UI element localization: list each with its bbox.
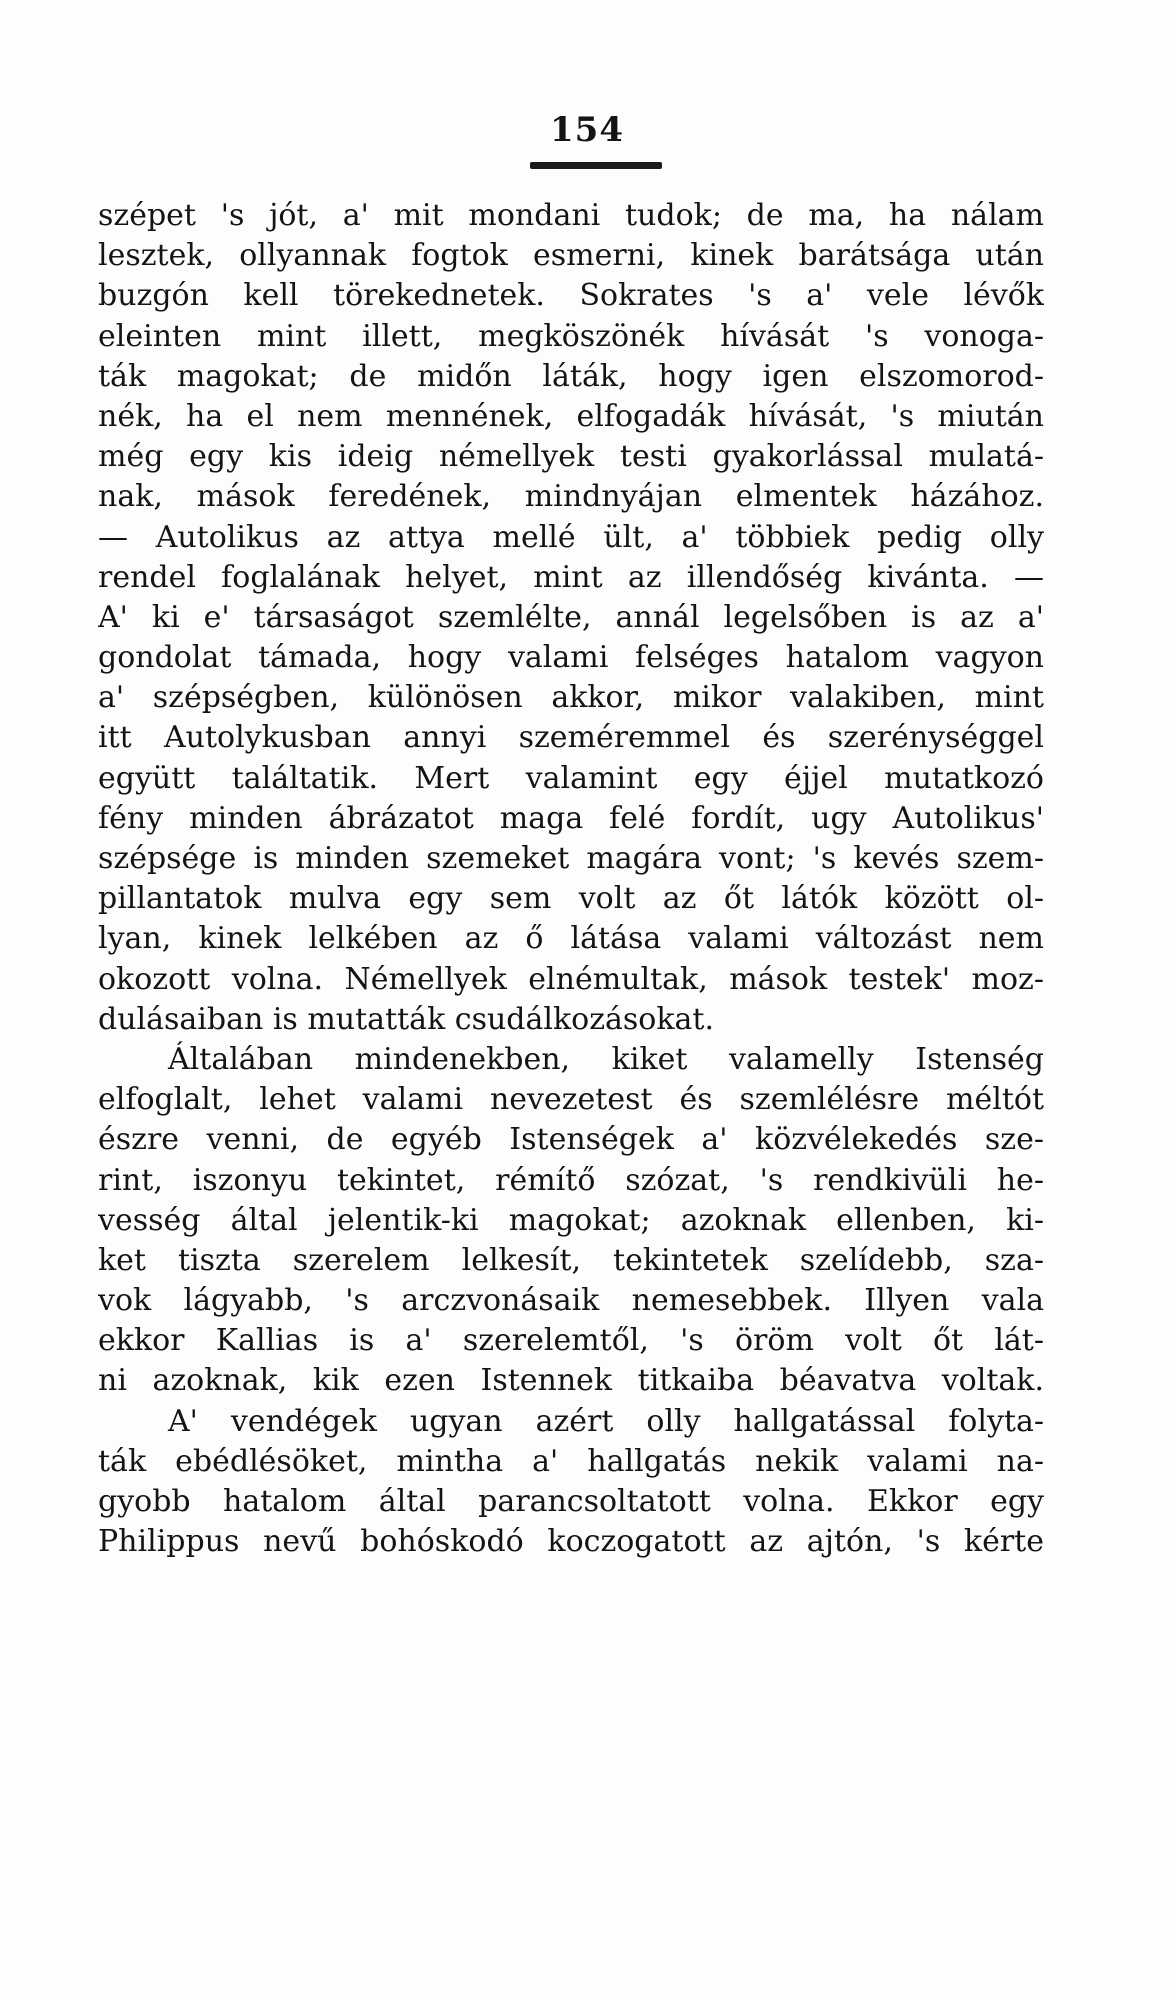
text-line: szépet 's jót, a' mit mondani tudok; de ma, ha nálam	[98, 198, 1044, 233]
text-line: rint, iszonyu tekintet, rémítő szózat, 's rendkivüli he-	[98, 1162, 1044, 1198]
text-line: okozott volna. Némellyek elnémultak, mások testek' moz-	[98, 961, 1044, 997]
text-line: rendel foglalának helyet, mint az illendőség kivánta. —	[98, 559, 1044, 595]
text-line: nak, mások feredének, mindnyájan elmentek házához.	[98, 479, 1044, 515]
text-line: — Autolikus az attya mellé ült, a' többiek pedig olly	[98, 519, 1044, 555]
text-line: pillantatok mulva egy sem volt az őt látók között ol-	[98, 881, 1044, 917]
text-line: itt Autolykusban annyi szeméremmel és szerénységgel	[98, 720, 1044, 756]
text-line: elfoglalt, lehet valami nevezetest és szemlélésre méltót	[98, 1082, 1044, 1118]
text-line: szépsége is minden szemeket magára vont; 's kevés szem-	[98, 841, 1044, 876]
text-line: gondolat támada, hogy valami felséges hatalom vagyon	[98, 640, 1044, 676]
body-text	[98, 196, 1044, 1562]
text-line: Philippus nevű bohóskodó koczogatott az ajtón, 's kérte	[98, 1524, 1044, 1560]
text-line: ták magokat; de midőn láták, hogy igen elszomorod-	[98, 358, 1044, 394]
text-line: A' ki e' társaságot szemlélte, annál legelsőben is az a'	[98, 599, 1044, 635]
text-line: vok lágyabb, 's arczvonásaik nemesebbek. Illyen vala	[98, 1283, 1044, 1319]
text-line: ket tiszta szerelem lelkesít, tekintetek szelídebb, sza-	[98, 1242, 1044, 1278]
text-line: ni azoknak, kik ezen Istennek titkaiba béavatva voltak.	[98, 1363, 1044, 1399]
text-line: ekkor Kallias is a' szerelemtől, 's öröm volt őt lát-	[98, 1323, 1044, 1359]
text-line: buzgón kell törekednetek. Sokrates 's a' vele lévők	[98, 278, 1044, 314]
header-rule	[530, 162, 662, 169]
text-line: még egy kis ideig némellyek testi gyakorlással mulatá-	[98, 439, 1044, 475]
text-line: A' vendégek ugyan azért olly hallgatással folyta-	[168, 1403, 1044, 1439]
text-line: eleinten mint illett, megköszönék hívását 's vonoga-	[98, 318, 1044, 354]
page-number: 154	[550, 110, 624, 150]
text-line: gyobb hatalom által parancsoltatott volna. Ekkor egy	[98, 1484, 1044, 1519]
text-line: dulásaiban is mutatták csudálkozásokat.	[98, 1001, 715, 1037]
text-line: Általában mindenekben, kiket valamelly Istenség	[168, 1041, 1044, 1077]
text-line: észre venni, de egyéb Istenségek a' közvélekedés sze-	[98, 1122, 1044, 1158]
text-line: ták ebédlésöket, mintha a' hallgatás nekik valami na-	[98, 1443, 1044, 1479]
text-line: együtt találtatik. Mert valamint egy éjjel mutatkozó	[98, 760, 1044, 796]
text-line: lesztek, ollyannak fogtok esmerni, kinek barátsága után	[98, 238, 1044, 274]
text-line: nék, ha el nem mennének, elfogadák hívását, 's miután	[98, 398, 1044, 434]
text-line: vesség által jelentik-ki magokat; azoknak ellenben, ki-	[98, 1202, 1044, 1238]
text-line: a' szépségben, különösen akkor, mikor valakiben, mint	[98, 680, 1044, 716]
text-line: fény minden ábrázatot maga felé fordít, ugy Autolikus'	[98, 800, 1044, 836]
text-line: lyan, kinek lelkében az ő látása valami változást nem	[98, 921, 1044, 957]
